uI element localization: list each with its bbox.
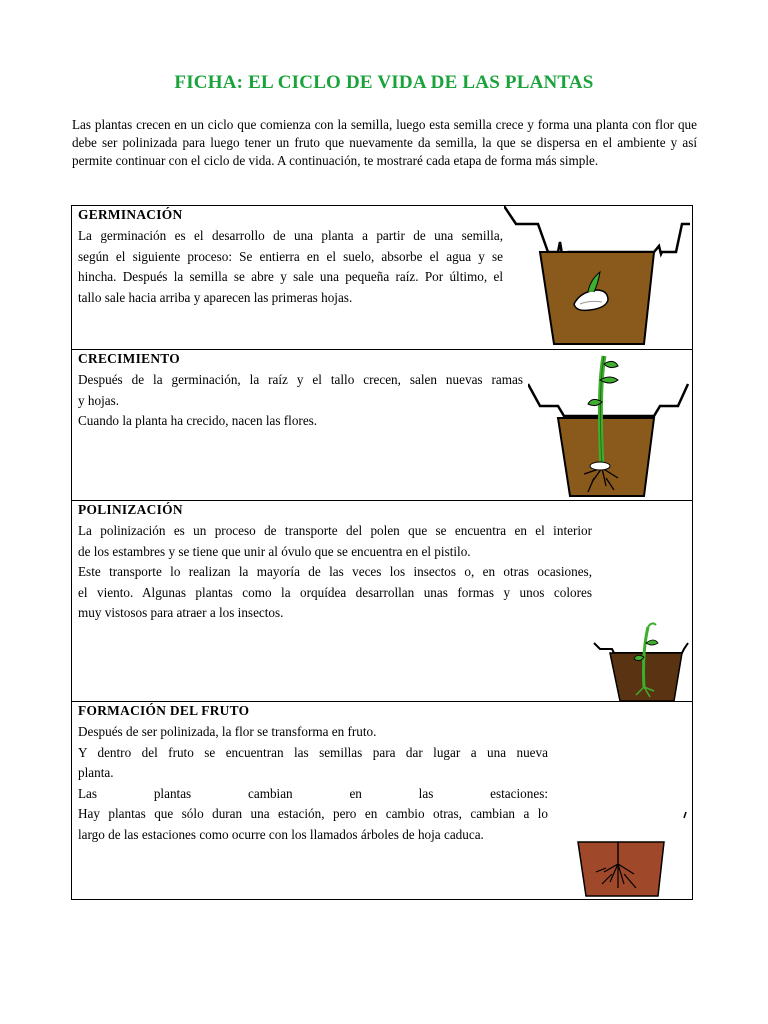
body-line: Cuando la planta ha crecido, nacen las flores. (78, 413, 318, 428)
body-line: de los estambres y se tiene que unir al óvulo que se encuentra en el pistilo. (78, 543, 471, 559)
section-body (78, 722, 548, 845)
sprout-in-pot-illustration (528, 350, 690, 500)
body-line: tallo sale hacia arriba y aparecen las primeras hojas. (78, 289, 353, 305)
body-line: según el siguiente proceso: Se entierra en el suelo, absorbe el agua y se (78, 248, 503, 264)
body-line: Y dentro del fruto se encuentran las semillas para dar lugar a una nueva (78, 744, 548, 760)
section-heading: FORMACIÓN DEL FRUTO (78, 703, 250, 718)
section-body (78, 226, 503, 308)
body-line: hincha. Después la semilla se abre y sale una pequeña raíz. Por último, el (78, 269, 503, 284)
seedling-in-pot-illustration (592, 613, 692, 703)
body-line: La polinización es un proceso de transporte del polen que se encuentra en el interior (78, 523, 592, 538)
section-crecimiento (72, 349, 692, 500)
body-line: muy vistosos para atraer a los insectos. (78, 605, 284, 620)
body-line: planta. (78, 765, 114, 780)
section-heading: CRECIMIENTO (78, 351, 181, 366)
section-polinizacion (72, 500, 692, 701)
stages-table (71, 205, 693, 900)
section-heading: POLINIZACIÓN (78, 502, 183, 517)
section-body (78, 370, 523, 432)
section-formacion-del-fruto (72, 701, 692, 899)
body-line: Este transporte lo realizan la mayoría de las veces los insectos o, en otras ocasiones, (78, 564, 592, 579)
body-line: Después de la germinación, la raíz y el tallo crecen, salen nuevas ramas (78, 372, 523, 387)
seed-in-pot-illustration (504, 206, 690, 348)
body-line: y hojas. (78, 392, 120, 408)
intro-paragraph: Las plantas crecen en un ciclo que comienza con la semilla, luego esta semilla crece y forma una planta con flor que debe ser polinizada para luego tener un fruto que nuevamente da semilla, la que se dispersa en el ambiente y así permite continuar con el ciclo de vida. A continuación, te mostraré cada etapa de forma más simple. (72, 117, 697, 168)
section-heading: GERMINACIÓN (78, 207, 183, 222)
body-line: largo de las estaciones como ocurre con los llamados árboles de hoja caduca. (78, 826, 484, 842)
roots-in-pot-illustration (572, 802, 692, 900)
body-line: el viento. Algunas plantas como la orquídea desarrollan unas formas y unos colores (78, 584, 592, 600)
body-line: Hay plantas que sólo duran una estación, pero en cambio otras, cambian a lo (78, 806, 548, 821)
body-line: La germinación es el desarrollo de una planta a partir de una semilla, (78, 228, 503, 243)
body-line: Después de ser polinizada, la flor se transforma en fruto. (78, 724, 377, 739)
section-germinacion (72, 206, 692, 349)
page-title: FICHA: EL CICLO DE VIDA DE LAS PLANTAS (174, 72, 594, 93)
section-body (78, 521, 592, 624)
body-line: Las plantas cambian en las estaciones: (78, 785, 548, 801)
